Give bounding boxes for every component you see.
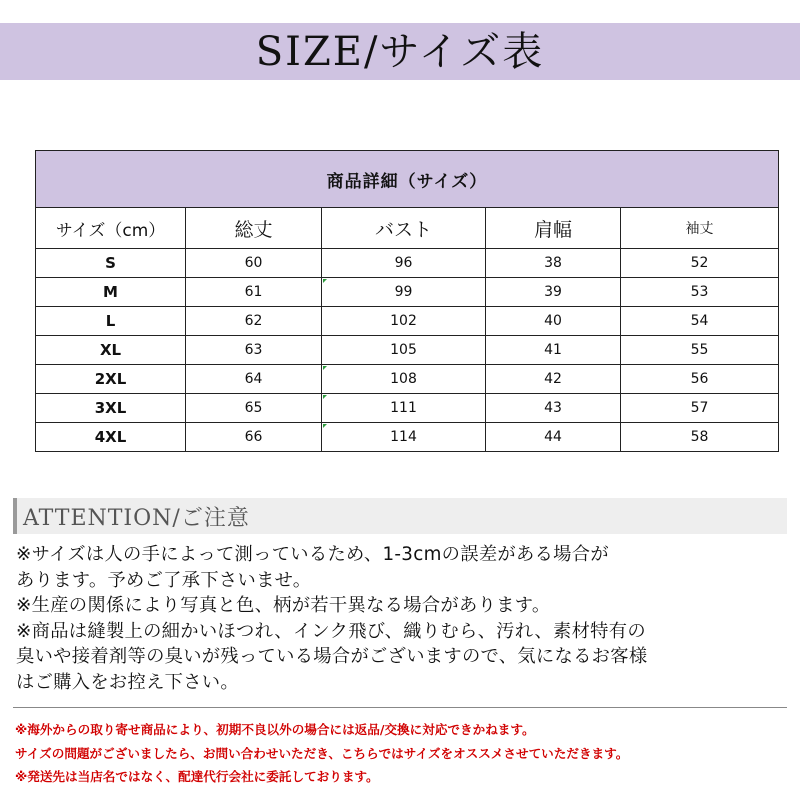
cell-corner-marker	[323, 279, 327, 283]
measurement-cell: 43	[486, 394, 621, 423]
measurement-cell: 99	[322, 278, 486, 307]
notice-line: はご購入をお控え下さい。	[16, 671, 239, 693]
red-notes	[15, 718, 795, 789]
measurement-cell: 52	[621, 249, 779, 278]
header-sleeve: 袖丈	[621, 208, 779, 249]
cell-corner-marker	[323, 395, 327, 399]
size-table	[35, 150, 779, 452]
size-label-cell: S	[36, 249, 186, 278]
measurement-cell: 56	[621, 365, 779, 394]
measurement-cell: 111	[322, 394, 486, 423]
measurement-cell: 38	[486, 249, 621, 278]
measurement-cell: 40	[486, 307, 621, 336]
measurement-cell: 114	[322, 423, 486, 452]
measurement-cell: 105	[322, 336, 486, 365]
header-size: サイズ（cm）	[36, 208, 186, 249]
attention-heading: ATTENTION/ご注意	[23, 505, 250, 531]
table-row	[36, 394, 779, 423]
measurement-cell: 54	[621, 307, 779, 336]
page-title: SIZE/サイズ表	[255, 28, 545, 75]
header-length: 総丈	[186, 208, 322, 249]
size-label-cell: XL	[36, 336, 186, 365]
measurement-cell: 55	[621, 336, 779, 365]
red-note-line: ※海外からの取り寄せ商品により、初期不良以外の場合には返品/交換に対応できかねます。	[15, 722, 535, 737]
table-row	[36, 307, 779, 336]
table-header-row	[36, 208, 779, 249]
notice-line: ※生産の関係により写真と色、柄が若干異なる場合があります。	[16, 595, 551, 617]
table-row	[36, 423, 779, 452]
size-label-cell: M	[36, 278, 186, 307]
measurement-cell: 61	[186, 278, 322, 307]
measurement-cell: 102	[322, 307, 486, 336]
measurement-cell: 39	[486, 278, 621, 307]
attention-bar	[13, 498, 787, 534]
header-bust: バスト	[322, 208, 486, 249]
red-note-line: ※発送先は当店名ではなく、配達代行会社に委託しております。	[15, 769, 379, 784]
measurement-cell: 60	[186, 249, 322, 278]
notice-line: 臭いや接着剤等の臭いが残っている場合がございますので、気になるお客様	[16, 646, 648, 668]
notice-line: あります。予めご了承下さいませ。	[16, 569, 312, 591]
table-caption-row	[36, 151, 779, 208]
cell-corner-marker	[323, 366, 327, 370]
size-label-cell: 4XL	[36, 423, 186, 452]
measurement-cell: 96	[322, 249, 486, 278]
size-label-cell: 2XL	[36, 365, 186, 394]
size-label-cell: 3XL	[36, 394, 186, 423]
notice-line: ※商品は縫製上の細かいほつれ、インク飛び、織りむら、汚れ、素材特有の	[16, 620, 646, 642]
cell-corner-marker	[323, 424, 327, 428]
measurement-cell: 108	[322, 365, 486, 394]
notice-line: ※サイズは人の手によって測っているため、1-3cmの誤差がある場合が	[16, 544, 609, 565]
table-row	[36, 278, 779, 307]
measurement-cell: 62	[186, 307, 322, 336]
measurement-cell: 44	[486, 423, 621, 452]
measurement-cell: 65	[186, 394, 322, 423]
measurement-cell: 64	[186, 365, 322, 394]
measurement-cell: 42	[486, 365, 621, 394]
measurement-cell: 66	[186, 423, 322, 452]
red-note-line: サイズの問題がございましたら、お問い合わせいただき、こちらではサイズをオススメさせていただきます。	[15, 745, 629, 761]
header-shoulder: 肩幅	[486, 208, 621, 249]
divider	[13, 707, 787, 708]
table-row	[36, 365, 779, 394]
table-caption: 商品詳細（サイズ）	[36, 151, 779, 208]
title-banner	[0, 23, 800, 80]
measurement-cell: 63	[186, 336, 322, 365]
table-row	[36, 336, 779, 365]
measurement-cell: 53	[621, 278, 779, 307]
notice-text	[16, 542, 796, 696]
measurement-cell: 41	[486, 336, 621, 365]
measurement-cell: 58	[621, 423, 779, 452]
size-label-cell: L	[36, 307, 186, 336]
measurement-cell: 57	[621, 394, 779, 423]
table-row	[36, 249, 779, 278]
